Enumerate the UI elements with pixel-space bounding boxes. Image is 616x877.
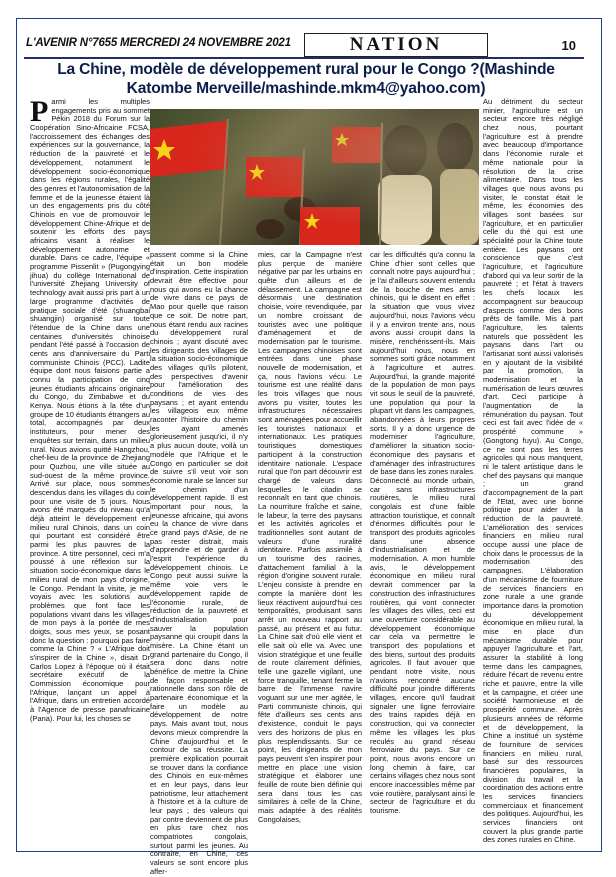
article-photo	[150, 109, 479, 245]
drop-cap: P	[30, 95, 49, 128]
section-rubric: NATION	[304, 33, 488, 57]
article-column-2	[150, 251, 248, 877]
article-title: La Chine, modèle de développement rural pour le Congo ?(Mashinde Katombe Merveille/mashinde.mkm4@yahoo.com)	[57, 61, 555, 97]
column-2-text: passent comme si la Chine était un bon modèle d'inspiration. Cette inspiration devrait être effective pour nous qui avons eu la chance de vivre dans ce pays de Mao pour quelle que raison que ce soit. De notre part, nous étant rendu aux racines du développement rural chinois ; ayant discuté avec les dirigeants des villages de la situation socio-économique des villages qu'ils pilotent, des perspectives d'avenir pour l'amélioration des conditions de vies des paysans ; et ayant entendu les villageois eux même raconter l'histoire du chemin les ayant amenés glorieusement jusqu'ici, il n'y a plus aucun doute, voilà un modèle que l'Afrique et le Congo en particulier se doit de suivre s'il veut voir son économie rurale se lancer sur le chemin d'un développement rapide. Il est important pour nous, la jeunesse africaine, qui avons eu la chance de vivre dans ce grand pays d'Asie, de ne pas rester distrait, mais d'apprendre et de garder à l'esprit l'expérience du développement chinois. Le Congo peut aussi suivre la même voie vers le développement rapide de l'économie rurale, de réduction de la pauvreté et d'industrialisation pour sauver la population paysanne qui croupit dans la misère. La Chine étant un grand partenaire du Congo, il sera donc dans notre bénéfice de mettre la Chine de façon responsable et rationnelle dans son rôle de partenaire économique et la faire un modèle au développement de notre pays. Mais avant tout, nous devons mieux comprendre la Chine d'aujourd'hui et le contour de sa réussite. La première explication pourrait se trouver dans la confiance des Chinois en eux-mêmes et en leur pays, dans leur patriotisme, leur attachement à l'histoire et à la culture de leur pays ; des valeurs qui par contre deviennent de plus en plus rare chez nos compatriotes congolais, surtout parmi les jeunes. Au contraire, en Chine, ces valeurs se sont encore plus affer-	[150, 250, 248, 876]
masthead: L'AVENIR N°7655 MERCREDI 24 NOVEMBRE 2021	[26, 37, 291, 49]
column-1-text: armi les multiples engagements pris au sommet Pékin 2018 du Forum sur la Coopération Sino-Africaine FCSA, l'accroissement des échanges des expériences sur la gouvernance, la réduction de la pauvreté et le développement, notamment le développement socio-économique dans les régions rurales, l'égalité des genres et l'autonomisation de la femme et de la jeunesse étaient là un des engagements pris du côté Chinois en vue de promouvoir le développement Chine-Afrique et de soutenir les efforts des pays africains visant à réaliser le développement autonome et durable. Dans ce cadre, l'équipe « programme Pissenlit » (Pugongying jihua) du collège International de l'université Zhejiang University of technology avait aussi pris part à un large programme d'activités de pratique sociale d'été (shuangbai shuangjin) organisé sur toute l'étendue de la Chine dans une centaines d'universités chinoise pendant l'été passé à l'occasion de cents ans d'anniversaire du Parti communiste Chinois (PCC). Ladite équipe dont nous faisions partie a connu la participation de cinq jeunes étudiants africains originaire du Congo, du Zimbabwe et du Kenya. Nous étions à la tête d'un groupe de 10 étudiants étrangers au total, accompagnés par deux instituteurs, pour mener des enquêtes sur terrain, dans un milieu rural. Nous avions quitté Hangzhou, chef-lieu de la province de Zhejiang pour Quzhou, une ville située au sud-ouest de la même province. Arrivé sur place, nous sommes descendus dans les villages du coin pour une visite de 5 jours. Nous avons été marqués du niveau qu'a déjà atteint le développement en milieu rural Chinois, dans un coin qui pourtant est considéré être parmi les plus pauvres de la province. A titre personnel, ceci m'a poussé à une réflexion sur la situation socio-économique dans le milieu rural de mon pays d'origine, le Congo. Pendant la visite, je me voyais avec les solutions aux problèmes que font face les populations vivant dans les villages de mon pays à la portée de mes doigts, sous mes yeux, se posant donc la question : pourquoi pas faire comme la Chine ? « L'Afrique doit s'inspirer de la Chine », disait Dr Carlos Lopez à l'époque où il était secrétaire exécutif de la Commission économique pour l'Afrique, lançant un appel à l'Afrique, dans un entretien accordé à l'Agence de presse panafricaine (Pana). Pour lui, les choses se	[30, 97, 150, 723]
article-column-1	[30, 95, 150, 724]
article-column-3	[258, 251, 362, 824]
page-header	[26, 34, 582, 57]
page-number: 10	[561, 38, 576, 53]
article-column-5	[483, 98, 583, 845]
column-4-text: car les difficultés qu'a connu la Chine d'hier sont celles que connaît notre pays aujourd'hui ; je l'ai d'ailleurs souvent entendu de la bouche de mes amis chinois, qui le disent en effet : la situation que vous vivez aujourd'hui, nous l'avions vécu il y a environ trente ans, nous avons aussi croupit dans la misère, renchérissent-ils. Mais aujourd'hui nous, nous en sommes sorti grâce notamment à l'agriculture et autres. Aujourd'hui, la grande majorité de la population de mon pays vit sous le seuil de la pauvreté, une population qui pour la plupart vit dans les campagnes, abandonnées à leurs propres sorts. Il y a donc urgence de moderniser l'agriculture, d'améliorer la situation socio-économique des paysans et d'aménager des infrastructures de base dans les zones rurales. Déconnecté au monde urbain, car sans infrastructures routières, le milieu rural congolais est d'une faible attraction touristique, et connaît d'énormes difficultés pour le transport des produits agricoles dans une absence d'industrialisation et de modernisation. A mon humble avis, le développement économique en milieu rural devrait commencer par la construction des infrastructures routières, qui vont connecter les villages des villes, ceci est une ouverture considérable au développement économique car cela va permettre le transport des populations et des biens, surtout des produits agricoles. Il faut avouer que pendant notre visite, nous n'avions rencontré aucune difficulté pour joindre différents villages, encore qu'il faudrait signaler une ligne ferroviaire des trains rapides déjà en construction, qui va connecter même les villages les plus reculés au grand réseau ferroviaire du pays. Sur ce point, nous avons encore un long chemin à faire, car certains villages chez nous sont encore inaccessibles même par voie routière, paralysant ainsi le secteur de l'agriculture et du tourisme.	[370, 250, 476, 815]
article-column-4	[370, 251, 475, 816]
column-3-text: mies, car la Campagne n'est plus perçue de manière négative par par les urbains en quête d'un ailleurs et de délassement. La campagne est désormais une destination choisie, voire revendiquée, par un nombre croissant de touristes avec une politique d'aménagement et de modernisation par le tourisme. Les campagnes chinoises sont entrées dans une phase nouvelle de modernisation, et ça, nous l'avions vécu. Le tourisme est une réalité dans les trois villages que nous avons pu visiter, toutes les infrastructures nécessaires sont aménagées pour accueillir les touristes nationaux et internationaux. Les pratiques touristiques domestiques participent à la construction identitaire nationale. L'espace rural que l'on part découvrir est chargé de valeurs dans lesquelles le citadin se reconnaît en tant que chinois. La nourriture fraîche et saine, le labeur, la terre des paysans et les activités agricoles et traditionnelles sont autant de valeurs d'une ruralité identitaire. Parfois assimilé à un tourisme des racines, d'attachement familial à la région d'origine souvent rurale. L'enjeu consiste à prendre en compte la manière dont les lieux réactivent aujourd'hui ces temporalités, produisant sans arrêt un nouveau rapport au passé, au présent et au futur. La Chine sait d'où elle vient et elle sait où elle va. Avec une vision stratégique et une feuille de route clairement définies, telle une gazelle vigilant, une force tranquille, tenant ferme la barre de l'immense navire voguant sur une mer agitée, le Parti communiste chinois, qui fête d'ailleurs ses cents ans d'existence, conduit le pays vers des horizons de plus en plus resplendissants. Sur ce point, les dirigeants de mon pays peuvent s'en inspirer pour mettre en place une vision stratégique et élaborer une feuille de route bien définie qui sera dans tous les cas similaires à celle de la Chine, mais adaptée à des réalités Congolaises,	[258, 250, 362, 824]
header-rule	[24, 57, 584, 59]
column-5-text: Au détriment du secteur minier, l'agriculture est un secteur encore très négligé chez nous, pourtant l'agriculture est à prendre avec beaucoup d'importance dans l'économie rurale et même nationale pour la résolution de la crise alimentaire. Dans tous les villages que nous avons pu visiter, le constat était le même, les économies des villages sont basées sur l'agriculture, et en particulier celle du thé qui est une spécialité pour la Chine toute entière. Les paysans ont conscience que c'est l'agriculture, et l'agriculture d'abord qui va leur sortir de la pauvreté ; et l'état à travers les chefs locaux les accompagnent sur beaucoup d'aspects comme des bons prêts de famille. Mis à part l'agriculture, les talents naturels que possèdent les paysans dans l'art ou l'artisanat sont aussi valorisés en y ajoutant de la visibilité par la promotion, la modernisation et la numérisation de leurs œuvres d'art. Ceci participe à l'augmentation de la rémunération du paysan. Tout ceci est fait avec l'idée de « prospérité commune » (Gongtong fuyu). Au Congo, ce ne sont pas les terres agricoles qui nous manquent, ni le talent artistique dans le chef des paysans qui manque ; un grand d'accompagnement de la part de l'Etat, avec une bonne politique pour aider à la réduction de la pauvreté. L'amélioration des services financiers en milieu rural occupe aussi une place de choix dans le processus de la modernisation des campagnes. L'élaboration d'un mécanisme de fourniture de services financiers en zone rurale a une grande importance dans la promotion du développement économique en milieu rural, la mise en place d'un mécanisme durable pour appuyer l'agriculture et l'art, assurer la stabilité à long terme dans les campagnes, réduire l'écart de revenu entre riche et pauvre, entre la ville et la campagne, et créer une société harmonieuse et de prospérité commune. Après plusieurs années de réforme et de développement, la Chine a institué un système de fourniture de services financiers en milieu rural, basé sur des ressources financières populaires, la division du travail et la coordination des actions entre les services financiers commerciaux et financement des politiques. Aujourd'hui, les services financiers ont couvert la plus grande partie des zones rurales en Chine.	[483, 97, 583, 845]
